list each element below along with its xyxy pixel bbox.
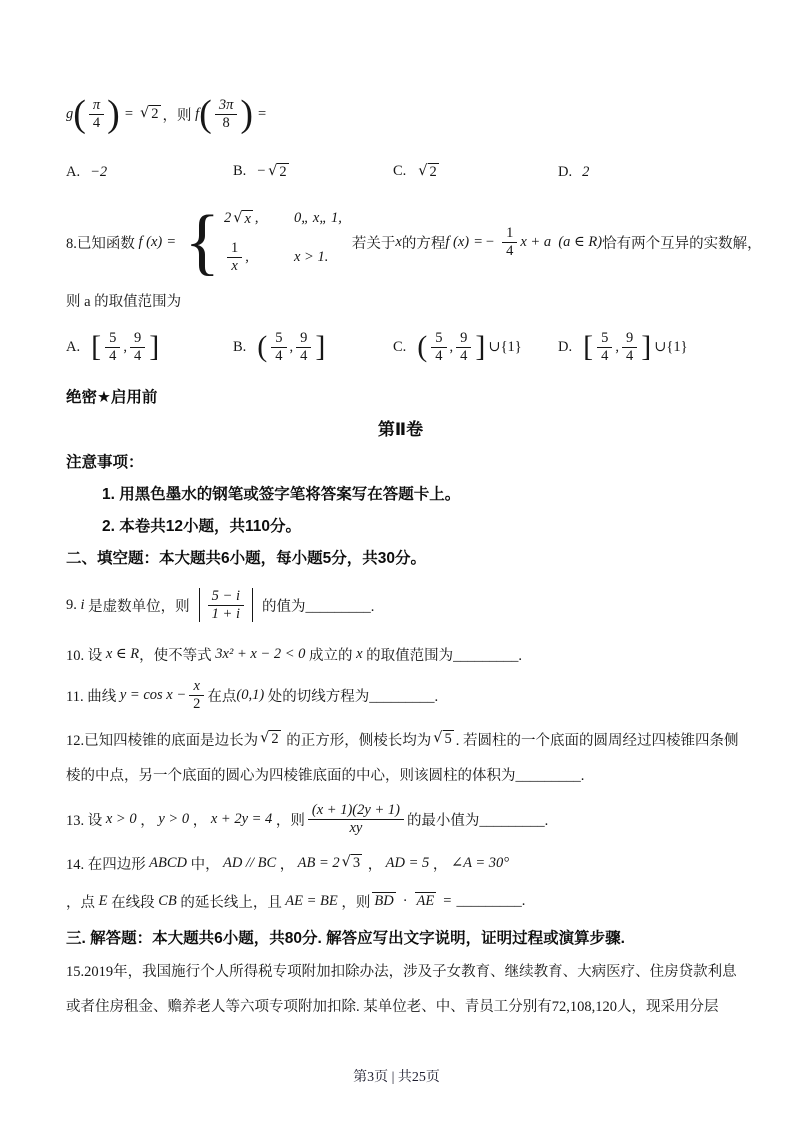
radical-icon: √ bbox=[341, 854, 351, 871]
fraction-q13 bbox=[308, 802, 404, 836]
fraction-numerator: 3π bbox=[215, 97, 238, 115]
section-3-title-text: 三. 解答题：本大题共6小题，共80分. 解答应写出文字说明，证明过程或演算步骤. bbox=[66, 930, 625, 947]
comma: ， bbox=[364, 857, 383, 873]
question-7-stem bbox=[66, 84, 735, 144]
fraction-5-over-4 bbox=[431, 330, 446, 364]
fraction-numerator: π bbox=[89, 97, 104, 115]
question-10 bbox=[66, 644, 735, 665]
math-inequality: 3x² + x − 2 < 0 bbox=[211, 646, 309, 662]
math-angle-a: ∠A = 30° bbox=[447, 855, 510, 871]
fraction-numerator: (x + 1)(2y + 1) bbox=[308, 802, 404, 820]
fraction-numerator: 9 bbox=[130, 330, 145, 348]
question-14-line1 bbox=[66, 853, 735, 874]
text: 的方程 bbox=[401, 235, 446, 252]
fraction-denominator: 2 bbox=[193, 695, 201, 712]
text: 则 a 的取值范围为 bbox=[66, 294, 182, 310]
fraction-denominator: 4 bbox=[300, 347, 308, 364]
comma: ， bbox=[432, 857, 448, 873]
fraction-numerator: 5 bbox=[431, 330, 446, 348]
section-2-title bbox=[66, 546, 735, 568]
comma: , bbox=[245, 248, 249, 265]
text: 的正方形，侧棱长均为 bbox=[282, 733, 432, 749]
q7-option-b bbox=[233, 163, 393, 181]
fraction-denominator: 4 bbox=[460, 347, 468, 364]
question-lead: 11. 曲线 bbox=[66, 688, 117, 705]
section-2-title-text: 二、填空题：本大题共6小题，每小题5分，共30分。 bbox=[66, 550, 426, 567]
question-14-line2 bbox=[66, 888, 735, 914]
question-8-line2 bbox=[66, 290, 735, 311]
math-ae-eq-be: AE = BE bbox=[281, 892, 342, 909]
right-bracket: ] bbox=[149, 330, 160, 363]
fraction-numerator: 9 bbox=[296, 330, 311, 348]
answer-blank: 的值为_________. bbox=[261, 598, 375, 615]
sqrt-3 bbox=[342, 854, 363, 872]
fraction-denominator: 4 bbox=[506, 242, 514, 259]
text: 恰有两个互异的实数解， bbox=[602, 235, 762, 252]
question-12-line1 bbox=[66, 729, 739, 750]
math-x-plus-a: x + a bbox=[520, 233, 552, 250]
text: ，则 bbox=[275, 812, 305, 829]
fraction-5-over-4 bbox=[597, 330, 612, 364]
radicand: 3 bbox=[352, 855, 361, 872]
option-value: 2 bbox=[582, 163, 590, 180]
radicand: x bbox=[244, 210, 251, 227]
vector-bd: BD bbox=[374, 893, 394, 910]
radical-icon: √ bbox=[260, 730, 270, 747]
comma: , bbox=[254, 210, 259, 227]
math-point: (0,1) bbox=[236, 686, 265, 703]
equals-sign: = bbox=[124, 105, 134, 122]
fraction-denominator: 4 bbox=[625, 347, 634, 364]
math-var-f: f bbox=[195, 105, 200, 122]
fraction-denominator: 4 bbox=[92, 114, 101, 131]
right-bracket: ] bbox=[641, 330, 652, 363]
union-set-1: ∪{1} bbox=[488, 338, 522, 355]
comma: ， bbox=[192, 812, 208, 829]
fraction-numerator: 5 bbox=[597, 330, 612, 348]
sqrt-5 bbox=[433, 730, 454, 748]
q8-option-d bbox=[558, 330, 688, 364]
text: 在点 bbox=[207, 688, 237, 705]
notes-title-text: 注意事项： bbox=[66, 454, 144, 471]
section-3-title bbox=[66, 926, 735, 948]
radical-icon: √ bbox=[140, 104, 150, 121]
option-value: −2 bbox=[90, 163, 108, 180]
text: 的延长线上，且 bbox=[180, 894, 282, 911]
note-1-text: 1. 用黑色墨水的钢笔或签字笔将答案写在答题卡上。 bbox=[102, 486, 461, 503]
sqrt-2 bbox=[260, 730, 281, 748]
math-abcd: ABCD bbox=[145, 855, 191, 871]
option-label: D. bbox=[558, 338, 573, 355]
fraction-numerator: x bbox=[189, 678, 204, 696]
question-lead: 14. 在四边形 bbox=[66, 857, 146, 873]
option-label: A. bbox=[66, 338, 81, 355]
math-var-i: i bbox=[76, 596, 89, 613]
option-label: C. bbox=[393, 338, 407, 355]
math-curve: y = cos x − bbox=[116, 686, 187, 703]
left-bracket: [ bbox=[91, 330, 102, 363]
text: ，则 bbox=[341, 894, 371, 911]
fraction-denominator: x bbox=[231, 257, 238, 274]
question-15-line2 bbox=[66, 995, 735, 1016]
fraction-denominator: 4 bbox=[435, 347, 443, 364]
radical-icon: √ bbox=[418, 162, 428, 179]
q7-option-d bbox=[558, 164, 589, 181]
case-1-expression bbox=[224, 210, 294, 228]
case-2-condition: x > 1. bbox=[293, 248, 329, 265]
text: 棱的中点，另一个底面的圆心为四棱锥底面的中心，则该圆柱的体积为_________. bbox=[66, 768, 585, 784]
answer-blank: _________. bbox=[456, 892, 526, 909]
q7-option-a bbox=[66, 164, 233, 181]
dot-operator: · bbox=[402, 892, 408, 909]
text: 在线段 bbox=[111, 894, 155, 911]
fraction-5-minus-i-over-1-plus-i bbox=[208, 588, 244, 622]
left-paren: ( bbox=[257, 330, 268, 363]
question-lead: 13. 设 bbox=[66, 812, 103, 829]
security-banner bbox=[66, 385, 735, 407]
fraction-denominator: 4 bbox=[601, 347, 609, 364]
math-ab: AB = 2 bbox=[294, 855, 340, 871]
equals-sign: = bbox=[258, 105, 267, 122]
case-1 bbox=[224, 210, 342, 228]
math-ad: AD = 5 bbox=[382, 855, 433, 871]
fraction-pi-over-4 bbox=[89, 97, 104, 131]
fraction-9-over-4 bbox=[130, 330, 145, 364]
comma: , bbox=[289, 338, 294, 355]
cases-brace: { bbox=[184, 201, 220, 283]
page-number: 第3页 | 共25页 bbox=[353, 1070, 440, 1085]
question-8-condition bbox=[352, 225, 762, 259]
math-fx: f (x) bbox=[445, 233, 470, 250]
fraction-5-over-4 bbox=[105, 330, 120, 364]
math-var-x: x bbox=[352, 646, 367, 662]
question-8-options bbox=[66, 321, 735, 373]
fraction-numerator: 5 bbox=[105, 330, 120, 348]
text: 中， bbox=[190, 857, 220, 873]
math-var-x: x bbox=[395, 233, 402, 250]
math-x-in-R: x ∈ R bbox=[102, 646, 140, 662]
comma: , bbox=[123, 338, 127, 355]
comma: ， bbox=[279, 857, 295, 873]
case-2 bbox=[224, 240, 342, 274]
case-1-condition: 0„ x„ 1, bbox=[293, 210, 342, 227]
text: 若关于 bbox=[351, 235, 396, 252]
left-paren: ( bbox=[73, 92, 86, 135]
math-x-plus-2y: x + 2y = 4 bbox=[207, 810, 276, 827]
radicand: 2 bbox=[279, 163, 287, 180]
notes-title bbox=[66, 450, 735, 472]
fraction-5-over-4 bbox=[271, 330, 286, 364]
text: ，点 bbox=[66, 894, 95, 911]
fraction-numerator: 1 bbox=[502, 225, 517, 243]
math-fx: f (x) bbox=[134, 233, 163, 250]
text: . 若圆柱的一个底面的圆周经过四棱锥四条侧 bbox=[455, 733, 739, 749]
equals-sign: = bbox=[167, 233, 176, 250]
fraction-3pi-over-8 bbox=[215, 97, 238, 131]
math-var-g: g bbox=[66, 105, 74, 122]
note-2-text: 2. 本卷共12小题，共110分。 bbox=[102, 518, 301, 535]
right-bracket: ] bbox=[315, 330, 326, 363]
math-cb: CB bbox=[154, 892, 181, 909]
math-x-gt-0: x > 0 bbox=[102, 810, 141, 827]
fraction-denominator: 4 bbox=[133, 347, 142, 364]
fraction-9-over-4 bbox=[296, 330, 311, 364]
fraction-x-over-2 bbox=[189, 678, 204, 712]
q8-option-c bbox=[393, 330, 558, 364]
radicand: 2 bbox=[151, 105, 159, 122]
question-13 bbox=[66, 795, 735, 843]
radicand: 2 bbox=[271, 731, 279, 748]
right-paren: ) bbox=[107, 92, 120, 135]
page-footer bbox=[0, 1066, 793, 1086]
fraction-numerator: 9 bbox=[456, 330, 471, 348]
fraction-1-over-4 bbox=[502, 225, 517, 259]
question-9 bbox=[66, 580, 735, 630]
question-lead: 12.已知四棱锥的底面是边长为 bbox=[66, 733, 259, 749]
option-label: B. bbox=[233, 163, 247, 180]
option-label: D. bbox=[558, 163, 573, 180]
abs-bar bbox=[252, 588, 253, 622]
q8-option-a bbox=[66, 330, 233, 364]
comma: , bbox=[449, 338, 454, 355]
equals-sign: = bbox=[443, 892, 452, 909]
case-2-expression bbox=[224, 240, 294, 274]
q8-option-b bbox=[233, 330, 393, 364]
sqrt-2 bbox=[140, 105, 161, 123]
fraction-numerator: 5 − i bbox=[208, 588, 244, 606]
minus-sign: − bbox=[256, 163, 267, 180]
fraction-9-over-4 bbox=[622, 330, 637, 364]
question-lead: 8.已知函数 bbox=[66, 235, 135, 252]
volume-title-text: 第Ⅱ卷 bbox=[377, 420, 424, 439]
connector-text: ，则 bbox=[162, 107, 196, 124]
radical-icon: √ bbox=[433, 730, 443, 747]
fraction-numerator: 5 bbox=[271, 330, 286, 348]
question-11 bbox=[66, 673, 735, 717]
question-15-line1 bbox=[66, 960, 735, 981]
text: 是虚数单位，则 bbox=[88, 598, 190, 615]
math-ad-parallel-bc: AD // BC bbox=[219, 855, 280, 871]
math-var-e: E bbox=[95, 892, 112, 909]
piecewise-cases bbox=[224, 210, 342, 275]
security-banner-text: 绝密★启用前 bbox=[66, 389, 158, 406]
volume-title bbox=[66, 415, 735, 440]
question-7-options bbox=[66, 156, 735, 188]
radical-icon: √ bbox=[268, 162, 278, 179]
absolute-value-group bbox=[194, 588, 258, 622]
right-bracket: ] bbox=[475, 330, 486, 363]
fraction-denominator: 4 bbox=[109, 347, 117, 364]
fraction-denominator: 1 + i bbox=[211, 605, 240, 622]
note-2 bbox=[66, 514, 735, 536]
coefficient: 2 bbox=[223, 210, 232, 227]
answer-blank: 处的切线方程为_________. bbox=[264, 688, 439, 705]
fraction-denominator: 8 bbox=[222, 114, 230, 131]
math-a-in-R: (a ∈ R) bbox=[551, 233, 603, 250]
note-1 bbox=[66, 482, 735, 504]
fraction-9-over-4 bbox=[456, 330, 471, 364]
fraction-denominator: xy bbox=[349, 819, 363, 836]
text: 或者住房租金、赡养老人等六项专项附加扣除. 某单位老、中、青员工分别有72,108,120人，现采用分层 bbox=[66, 999, 719, 1015]
fraction-numerator: 1 bbox=[227, 240, 242, 258]
fraction-numerator: 9 bbox=[622, 330, 637, 348]
question-12-line2 bbox=[66, 764, 735, 785]
fraction-denominator: 4 bbox=[275, 347, 283, 364]
answer-blank: 的取值范围为_________. bbox=[366, 648, 523, 664]
question-lead: 10. 设 bbox=[66, 648, 103, 664]
question-8-stem bbox=[66, 198, 762, 286]
option-label: A. bbox=[66, 163, 81, 180]
math-y-gt-0: y > 0 bbox=[154, 810, 193, 827]
fraction-1-over-x bbox=[227, 240, 242, 274]
right-paren: ) bbox=[240, 92, 253, 135]
left-paren: ( bbox=[417, 330, 428, 363]
text: 15.2019年，我国施行个人所得税专项附加扣除办法，涉及子女教育、继续教育、大病医疗、住房贷款利息 bbox=[66, 964, 737, 980]
union-set-1: ∪{1} bbox=[654, 338, 688, 355]
option-label: B. bbox=[233, 338, 247, 355]
text: 成立的 bbox=[308, 648, 353, 664]
radicand: 5 bbox=[444, 731, 452, 748]
option-label: C. bbox=[393, 163, 407, 180]
text: ，使不等式 bbox=[139, 648, 212, 664]
radicand: 2 bbox=[429, 163, 437, 180]
comma: ， bbox=[140, 812, 155, 829]
q7-option-c bbox=[393, 163, 558, 181]
equals-minus: = − bbox=[474, 233, 495, 250]
left-bracket: [ bbox=[583, 330, 594, 363]
sqrt-2 bbox=[418, 163, 439, 181]
abs-bar bbox=[199, 588, 200, 622]
comma: , bbox=[615, 338, 619, 355]
answer-blank: 的最小值为_________. bbox=[406, 812, 549, 829]
sqrt-x bbox=[233, 210, 253, 228]
vector-ae: AE bbox=[416, 893, 435, 910]
radical-icon: √ bbox=[233, 209, 243, 226]
left-paren: ( bbox=[199, 92, 212, 135]
page-content bbox=[0, 84, 793, 1016]
sqrt-2 bbox=[268, 163, 289, 181]
question-number: 9. bbox=[66, 596, 77, 613]
